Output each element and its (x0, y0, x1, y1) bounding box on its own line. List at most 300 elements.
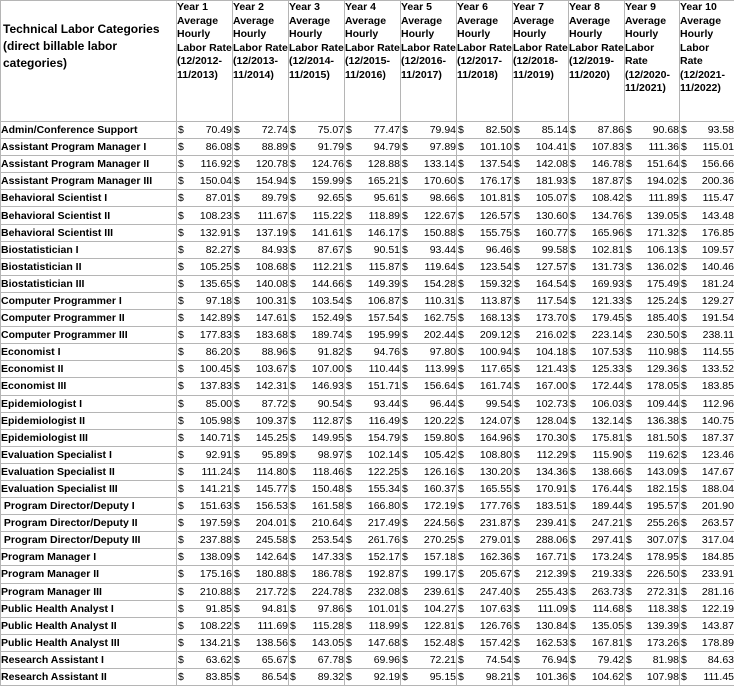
rate-value: 161.58 (312, 498, 344, 514)
rate-value: 86.54 (262, 669, 288, 685)
currency-symbol: $ (177, 669, 184, 685)
rate-value: 72.74 (262, 122, 288, 138)
currency-symbol: $ (401, 122, 408, 138)
currency-symbol: $ (513, 344, 520, 360)
rate-cell (289, 258, 345, 275)
currency-symbol: $ (457, 327, 464, 343)
rate-cell (569, 258, 625, 275)
rate-value: 88.96 (262, 344, 288, 360)
table-row (1, 549, 734, 566)
currency-symbol: $ (233, 327, 240, 343)
rate-value: 116.92 (201, 156, 232, 172)
currency-symbol: $ (345, 549, 352, 565)
currency-symbol: $ (345, 361, 352, 377)
currency-symbol: $ (289, 173, 296, 189)
currency-symbol: $ (513, 498, 520, 514)
rate-value: 75.07 (318, 122, 344, 138)
rate-value: 121.43 (536, 361, 568, 377)
currency-symbol: $ (177, 344, 184, 360)
rate-cell (625, 156, 680, 173)
rate-value: 114.68 (593, 601, 624, 617)
rate-cell (345, 395, 401, 412)
currency-symbol: $ (289, 532, 296, 548)
rate-value: 108.22 (200, 618, 232, 634)
currency-symbol: $ (513, 378, 520, 394)
rate-cell (233, 292, 289, 309)
currency-symbol: $ (680, 259, 687, 275)
rate-value: 137.19 (256, 225, 288, 241)
rate-value: 108.23 (200, 208, 232, 224)
currency-symbol: $ (625, 139, 632, 155)
currency-symbol: $ (345, 532, 352, 548)
rate-value: 156.53 (256, 498, 288, 514)
currency-symbol: $ (569, 652, 576, 668)
rate-cell (289, 600, 345, 617)
rate-value: 122.67 (424, 208, 456, 224)
rate-value: 162.36 (480, 549, 512, 565)
rate-value: 79.94 (430, 122, 456, 138)
category-cell: Assistant Program Manager I (1, 139, 177, 156)
rate-cell (177, 241, 233, 258)
rate-value: 105.98 (200, 413, 232, 429)
currency-symbol: $ (401, 549, 408, 565)
rate-value: 143.87 (702, 618, 734, 634)
rate-cell (457, 173, 513, 190)
rate-value: 146.93 (312, 378, 344, 394)
table-row (1, 173, 734, 190)
rate-value: 84.63 (708, 652, 734, 668)
currency-symbol: $ (569, 532, 576, 548)
rate-cell (401, 122, 457, 139)
rate-value: 84.93 (262, 242, 288, 258)
currency-symbol: $ (345, 413, 352, 429)
category-cell: Program Manager I (1, 549, 177, 566)
rate-value: 115.22 (313, 208, 344, 224)
currency-symbol: $ (457, 447, 464, 463)
rate-value: 124.07 (480, 413, 512, 429)
currency-symbol: $ (680, 549, 687, 565)
currency-symbol: $ (233, 378, 240, 394)
rate-value: 98.66 (430, 190, 456, 206)
rate-cell (401, 173, 457, 190)
rate-value: 175.16 (200, 566, 232, 582)
rate-cell (233, 173, 289, 190)
rate-cell (680, 361, 734, 378)
rate-cell (289, 156, 345, 173)
table-row (1, 190, 734, 207)
rate-cell (401, 617, 457, 634)
currency-symbol: $ (680, 566, 687, 582)
rate-cell (345, 532, 401, 549)
rate-cell (289, 310, 345, 327)
rate-cell (513, 532, 569, 549)
rate-value: 145.77 (256, 481, 288, 497)
currency-symbol: $ (625, 669, 632, 685)
currency-symbol: $ (401, 481, 408, 497)
currency-symbol: $ (401, 276, 408, 292)
rate-value: 90.54 (318, 396, 344, 412)
currency-symbol: $ (401, 464, 408, 480)
rate-cell (401, 600, 457, 617)
table-row (1, 139, 734, 156)
rate-cell (233, 258, 289, 275)
currency-symbol: $ (680, 396, 687, 412)
currency-symbol: $ (569, 190, 576, 206)
rate-cell (289, 549, 345, 566)
year-6-column-header: Year 6 Average Hourly Labor Rate (12/2017-11/2018) (457, 1, 513, 122)
currency-symbol: $ (625, 532, 632, 548)
rate-cell (513, 156, 569, 173)
rate-cell (569, 498, 625, 515)
currency-symbol: $ (513, 413, 520, 429)
rate-value: 126.16 (424, 464, 456, 480)
rate-value: 120.78 (256, 156, 288, 172)
rate-value: 223.14 (592, 327, 624, 343)
currency-symbol: $ (401, 259, 408, 275)
table-row (1, 122, 734, 139)
rate-cell (457, 361, 513, 378)
rate-cell (457, 122, 513, 139)
rate-value: 171.32 (647, 225, 679, 241)
rate-cell (513, 566, 569, 583)
rate-value: 103.54 (312, 293, 344, 309)
currency-symbol: $ (401, 139, 408, 155)
currency-symbol: $ (569, 173, 576, 189)
rate-cell (345, 139, 401, 156)
rate-cell (289, 275, 345, 292)
rate-cell (289, 344, 345, 361)
currency-symbol: $ (401, 242, 408, 258)
currency-symbol: $ (625, 430, 632, 446)
rate-value: 106.03 (592, 396, 624, 412)
currency-symbol: $ (680, 601, 687, 617)
currency-symbol: $ (625, 584, 632, 600)
currency-symbol: $ (569, 566, 576, 582)
rate-cell (513, 275, 569, 292)
rate-value: 205.67 (480, 566, 512, 582)
rate-value: 81.98 (653, 652, 679, 668)
currency-symbol: $ (569, 515, 576, 531)
table-row (1, 156, 734, 173)
rate-value: 183.51 (536, 498, 568, 514)
rate-value: 195.99 (368, 327, 400, 343)
rate-cell (569, 241, 625, 258)
rate-value: 93.44 (374, 396, 400, 412)
rate-cell (513, 292, 569, 309)
rate-cell (680, 258, 734, 275)
currency-symbol: $ (345, 430, 352, 446)
rate-cell (625, 344, 680, 361)
currency-symbol: $ (457, 208, 464, 224)
rate-cell (569, 395, 625, 412)
currency-symbol: $ (513, 447, 520, 463)
currency-symbol: $ (625, 566, 632, 582)
rate-cell (680, 190, 734, 207)
rate-value: 317.04 (702, 532, 734, 548)
currency-symbol: $ (289, 635, 296, 651)
rate-cell (457, 515, 513, 532)
rate-value: 161.74 (480, 378, 512, 394)
year-4-column-header: Year 4 Average Hourly Labor Rate (12/2015-11/2016) (345, 1, 401, 122)
currency-symbol: $ (680, 242, 687, 258)
rate-cell (401, 463, 457, 480)
year-7-column-header: Year 7 Average Hourly Labor Rate (12/2018-11/2019) (513, 1, 569, 122)
rate-cell (233, 480, 289, 497)
currency-symbol: $ (401, 156, 408, 172)
rate-value: 95.61 (374, 190, 400, 206)
rate-cell (513, 583, 569, 600)
currency-symbol: $ (233, 447, 240, 463)
currency-symbol: $ (513, 652, 520, 668)
currency-symbol: $ (457, 652, 464, 668)
currency-symbol: $ (457, 618, 464, 634)
currency-symbol: $ (177, 327, 184, 343)
rate-cell (233, 241, 289, 258)
rate-value: 167.00 (536, 378, 568, 394)
rate-value: 160.77 (536, 225, 568, 241)
rate-value: 145.25 (256, 430, 288, 446)
rate-cell (289, 651, 345, 668)
rate-cell (177, 566, 233, 583)
rate-cell (680, 532, 734, 549)
currency-symbol: $ (345, 498, 352, 514)
rate-cell (680, 224, 734, 241)
rate-value: 92.65 (318, 190, 344, 206)
currency-symbol: $ (625, 464, 632, 480)
rate-cell (177, 310, 233, 327)
rate-cell (569, 669, 625, 686)
rate-cell (233, 224, 289, 241)
rate-cell (680, 310, 734, 327)
currency-symbol: $ (177, 413, 184, 429)
currency-symbol: $ (569, 310, 576, 326)
rate-cell (457, 617, 513, 634)
rate-value: 192.87 (368, 566, 400, 582)
currency-symbol: $ (625, 361, 632, 377)
rate-cell (625, 634, 680, 651)
rate-value: 93.58 (708, 122, 734, 138)
rate-cell (569, 463, 625, 480)
rate-cell (569, 207, 625, 224)
rate-cell (625, 241, 680, 258)
currency-symbol: $ (625, 276, 632, 292)
rate-value: 102.73 (536, 396, 568, 412)
currency-symbol: $ (345, 310, 352, 326)
rate-cell (233, 463, 289, 480)
rate-value: 150.88 (424, 225, 456, 241)
rate-cell (625, 310, 680, 327)
currency-symbol: $ (569, 396, 576, 412)
currency-symbol: $ (625, 208, 632, 224)
rate-value: 115.28 (313, 618, 344, 634)
rate-value: 108.42 (592, 190, 624, 206)
currency-symbol: $ (625, 173, 632, 189)
currency-symbol: $ (233, 156, 240, 172)
rate-cell (289, 446, 345, 463)
rate-value: 94.81 (262, 601, 288, 617)
currency-symbol: $ (680, 208, 687, 224)
category-cell: Program Manager III (1, 583, 177, 600)
rate-value: 154.94 (256, 173, 288, 189)
currency-symbol: $ (680, 618, 687, 634)
rate-cell (233, 207, 289, 224)
rate-value: 133.14 (424, 156, 456, 172)
currency-symbol: $ (345, 515, 352, 531)
currency-symbol: $ (177, 396, 184, 412)
rate-cell (233, 412, 289, 429)
currency-symbol: $ (513, 669, 520, 685)
currency-symbol: $ (233, 225, 240, 241)
rate-cell (625, 566, 680, 583)
rate-value: 152.48 (424, 635, 456, 651)
rate-cell (513, 258, 569, 275)
table-row (1, 207, 734, 224)
rate-cell (457, 600, 513, 617)
rate-value: 122.81 (424, 618, 456, 634)
currency-symbol: $ (625, 344, 632, 360)
rate-value: 247.40 (480, 584, 512, 600)
rate-value: 97.86 (318, 601, 344, 617)
rate-cell (680, 139, 734, 156)
rate-value: 98.21 (486, 669, 512, 685)
rate-value: 239.41 (536, 515, 568, 531)
rate-cell (625, 429, 680, 446)
category-cell: Epidemiologist I (1, 395, 177, 412)
currency-symbol: $ (289, 498, 296, 514)
category-cell: Economist III (1, 378, 177, 395)
currency-symbol: $ (289, 208, 296, 224)
currency-symbol: $ (345, 173, 352, 189)
table-row (1, 395, 734, 412)
rate-value: 130.20 (480, 464, 512, 480)
currency-symbol: $ (345, 276, 352, 292)
table-row (1, 634, 734, 651)
rate-cell (569, 344, 625, 361)
rate-value: 128.88 (368, 156, 400, 172)
rate-cell (289, 241, 345, 258)
rate-cell (233, 395, 289, 412)
rate-value: 130.60 (536, 208, 568, 224)
rate-value: 124.76 (312, 156, 344, 172)
currency-symbol: $ (177, 139, 184, 155)
rate-cell (345, 344, 401, 361)
rate-cell (289, 515, 345, 532)
currency-symbol: $ (345, 447, 352, 463)
rate-value: 97.89 (430, 139, 456, 155)
currency-symbol: $ (345, 481, 352, 497)
rate-value: 105.42 (424, 447, 456, 463)
currency-symbol: $ (625, 515, 632, 531)
rate-cell (625, 327, 680, 344)
rate-cell (289, 190, 345, 207)
rate-cell (233, 669, 289, 686)
rate-cell (457, 327, 513, 344)
rate-value: 279.01 (480, 532, 512, 548)
rate-cell (569, 446, 625, 463)
currency-symbol: $ (457, 532, 464, 548)
currency-symbol: $ (457, 344, 464, 360)
rate-cell (625, 224, 680, 241)
rate-value: 216.02 (536, 327, 568, 343)
currency-symbol: $ (233, 259, 240, 275)
rate-cell (345, 122, 401, 139)
rate-cell (513, 139, 569, 156)
rate-value: 114.55 (703, 344, 734, 360)
rate-cell (233, 549, 289, 566)
currency-symbol: $ (513, 208, 520, 224)
rate-cell (401, 378, 457, 395)
currency-symbol: $ (457, 242, 464, 258)
rate-cell (457, 224, 513, 241)
rate-value: 104.27 (424, 601, 456, 617)
category-cell: Behavioral Scientist II (1, 207, 177, 224)
rate-cell (233, 327, 289, 344)
currency-symbol: $ (345, 242, 352, 258)
rate-value: 118.38 (648, 601, 679, 617)
rate-cell (345, 617, 401, 634)
currency-symbol: $ (177, 601, 184, 617)
rate-value: 98.97 (318, 447, 344, 463)
rate-value: 67.78 (318, 652, 344, 668)
currency-symbol: $ (345, 669, 352, 685)
rate-cell (177, 669, 233, 686)
rate-cell (401, 532, 457, 549)
currency-symbol: $ (233, 344, 240, 360)
rate-value: 178.05 (647, 378, 679, 394)
currency-symbol: $ (680, 498, 687, 514)
rate-cell (401, 310, 457, 327)
currency-symbol: $ (289, 464, 296, 480)
table-row (1, 600, 734, 617)
table-row (1, 241, 734, 258)
currency-symbol: $ (233, 361, 240, 377)
currency-symbol: $ (513, 310, 520, 326)
currency-symbol: $ (345, 122, 352, 138)
currency-symbol: $ (513, 190, 520, 206)
rate-value: 170.91 (536, 481, 568, 497)
rate-cell (401, 224, 457, 241)
rate-cell (345, 515, 401, 532)
rate-cell (680, 583, 734, 600)
rate-value: 210.88 (200, 584, 232, 600)
currency-symbol: $ (569, 208, 576, 224)
rate-cell (457, 498, 513, 515)
rate-cell (513, 327, 569, 344)
rate-cell (680, 173, 734, 190)
currency-symbol: $ (289, 618, 296, 634)
rate-value: 255.26 (647, 515, 679, 531)
rate-cell (625, 651, 680, 668)
currency-symbol: $ (401, 532, 408, 548)
table-row (1, 651, 734, 668)
currency-symbol: $ (513, 464, 520, 480)
rate-value: 135.65 (200, 276, 232, 292)
rate-cell (680, 566, 734, 583)
rate-cell (401, 634, 457, 651)
currency-symbol: $ (513, 276, 520, 292)
rate-value: 89.79 (262, 190, 288, 206)
rate-value: 76.94 (542, 652, 568, 668)
currency-symbol: $ (345, 566, 352, 582)
table-row (1, 292, 734, 309)
rate-value: 176.85 (702, 225, 734, 241)
rate-value: 195.57 (647, 498, 679, 514)
rate-cell (401, 190, 457, 207)
currency-symbol: $ (233, 532, 240, 548)
currency-symbol: $ (457, 498, 464, 514)
rate-value: 72.21 (430, 652, 456, 668)
currency-symbol: $ (177, 361, 184, 377)
